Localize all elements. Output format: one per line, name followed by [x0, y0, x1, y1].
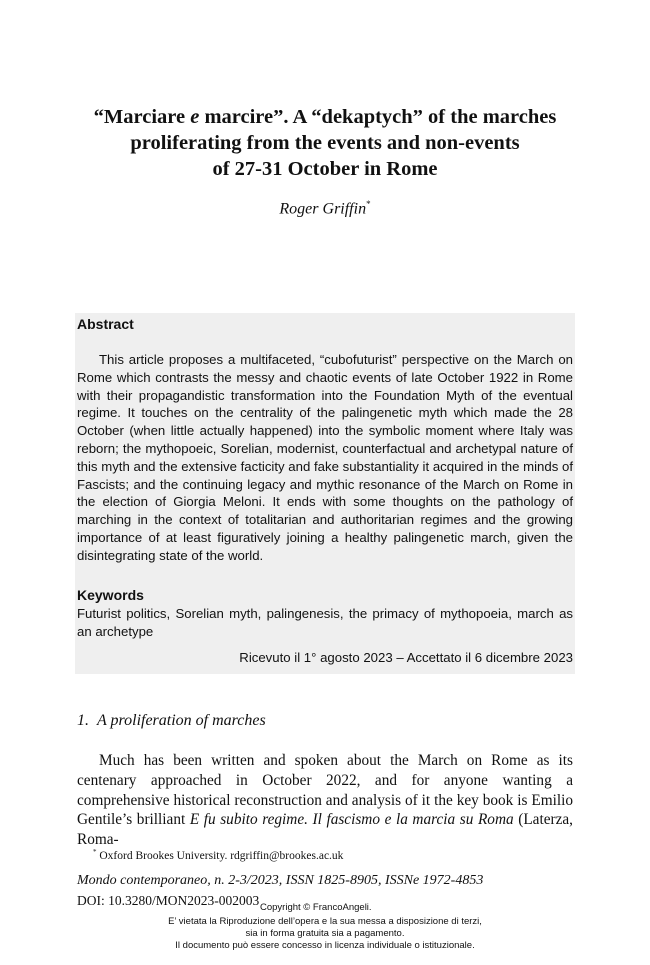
- footnote-marker: *: [93, 848, 97, 856]
- title-italic-e: e: [190, 106, 200, 128]
- author-name: Roger Griffin*: [279, 199, 371, 218]
- title-line-2: proliferating from the events and non-events: [130, 132, 520, 154]
- received-dates: Ricevuto il 1° agosto 2023 – Accettato il 6 dicembre 2023: [239, 650, 573, 665]
- body-paragraph: Much has been written and spoken about the March on Rome as its centenary approached in October 2022, and for anyone wanting a comprehensive historical reconstruction and analysis of it the key book is Emilio Gentile’s brilliant E fu subito regime. Il fascismo e la marcia su Roma (Laterza, Roma-: [77, 752, 574, 849]
- legal-line-3: Il documento può essere concesso in licenza individuale o istituzionale.: [175, 940, 475, 951]
- footnote: * Oxford Brookes University. rdgriffin@brookes.ac.uk: [93, 848, 344, 862]
- keywords-text: Futurist politics, Sorelian myth, palingenesis, the primacy of mythopoeia, march as an archetype: [77, 606, 573, 639]
- abstract-box: [75, 313, 575, 674]
- doi: DOI: 10.3280/MON2023-002003: [77, 893, 260, 908]
- title-line-1: “Marciare e marcire”. A “dekaptych” of the marches: [93, 106, 557, 128]
- legal-line-2: sia in forma gratuita sia a pagamento.: [245, 928, 405, 939]
- journal-citation: Mondo contemporaneo, n. 2-3/2023, ISSN 1825-8905, ISSNe 1972-4853: [77, 873, 484, 888]
- abstract-heading: Abstract: [77, 316, 134, 332]
- legal-line-1: E’ vietata la Riproduzione dell’opera e la sua messa a disposizione di terzi,: [168, 916, 482, 927]
- author-footnote-marker: *: [366, 199, 371, 209]
- title-line-3: of 27-31 October in Rome: [212, 158, 438, 180]
- abstract-text: This article proposes a multifaceted, “cubofuturist” perspective on the March on Rome which contrasts the messy and chaotic events of late October 1922 in Rome with their propagandistic transformation into the Foundation Myth of the eventual regime. It touches on the centrality of the palingenetic myth which made the 28 October (when little actually happened) into the symbolic moment where Italy was reborn; the mythopoeic, Sorelian, modernist, counterfactual and archetypal nature of this myth and the extensive facticity and fake substantiality it acquired in the minds of Fascists; and the continuing legacy and mythic resonance of the March on Rome in the election of Giorgia Meloni. It ends with some thoughts on the pathology of marching in the context of totalitarian and authoritarian regimes and the growing importance of at least figuratively joining a healthy palingenetic march, given the disintegrating state of the world.: [77, 352, 573, 563]
- article-title: [60, 104, 590, 182]
- book-title: E fu subito regime. Il fascismo e la marcia su Roma: [189, 811, 514, 829]
- keywords-heading: Keywords: [77, 587, 144, 603]
- copyright: Copyright © FrancoAngeli.: [260, 902, 372, 913]
- section-heading: 1. A proliferation of marches: [77, 712, 266, 729]
